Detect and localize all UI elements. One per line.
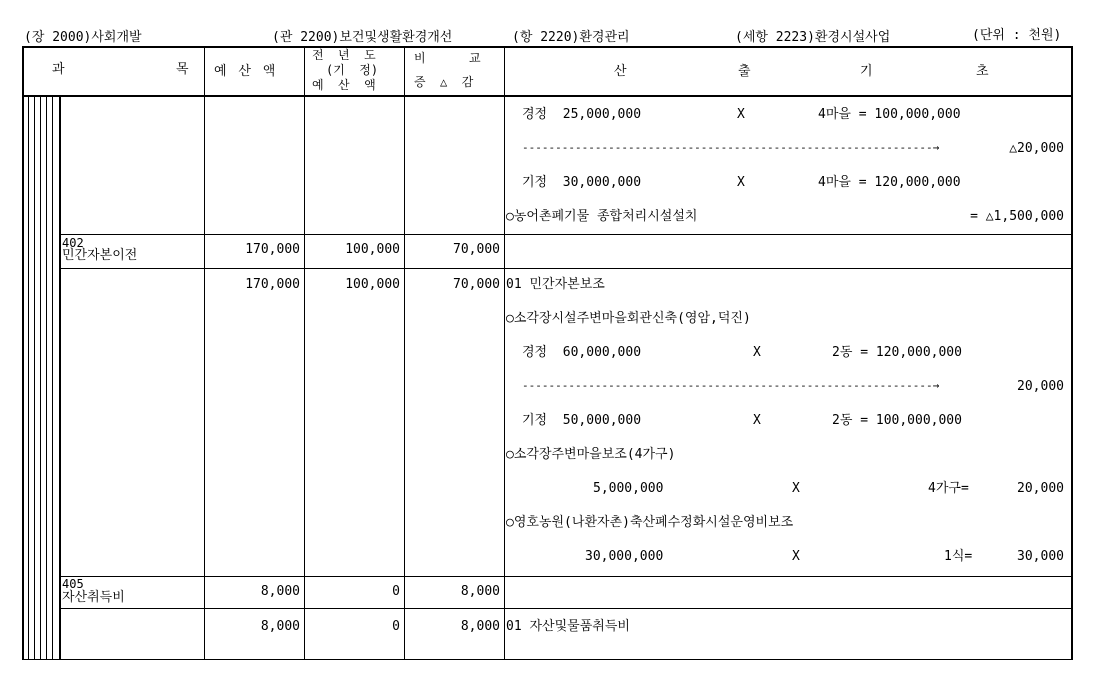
level-line-2 bbox=[34, 96, 35, 660]
col-sep-budget bbox=[204, 46, 205, 660]
heading-jang: (장 2000)사회개발 bbox=[24, 30, 142, 45]
row-405-detail-diff: 8,000 bbox=[460, 619, 500, 634]
table-left-border bbox=[22, 46, 24, 660]
wastewater-unit-cost: 30,000,000 bbox=[585, 549, 664, 564]
level-line-1 bbox=[28, 96, 29, 660]
heading-gwan: (관 2200)보건및생활환경개선 bbox=[272, 30, 453, 45]
row-402-budget: 170,000 bbox=[245, 242, 300, 257]
line-revised-x: X bbox=[737, 107, 745, 122]
line-existing: 기정 30,000,000 bbox=[522, 175, 642, 190]
line-revised-total: 4마을 = 100,000,000 bbox=[818, 107, 961, 122]
wastewater-x: X bbox=[792, 549, 800, 564]
hall-revised: 경정 60,000,000 bbox=[522, 345, 642, 360]
row-sep-405-top bbox=[60, 576, 1072, 577]
dash-leader: --------------------------------------------------------------→ bbox=[522, 141, 940, 154]
header-prev-2: (기 정) bbox=[326, 63, 379, 77]
header-cmp-2: 증 △ 감 bbox=[414, 75, 474, 89]
table-top-border bbox=[22, 46, 1073, 48]
header-cmp-1: 비 교 bbox=[414, 51, 481, 65]
line-existing-total: 4마을 = 120,000,000 bbox=[818, 175, 961, 190]
row-405-detail-budget: 8,000 bbox=[260, 619, 300, 634]
heading-sehang: (세항 2223)환경시설사업 bbox=[735, 30, 891, 45]
col-sep-basis bbox=[504, 46, 505, 660]
header-basis-2: 출 bbox=[738, 64, 751, 79]
row-402-detail-budget: 170,000 bbox=[245, 277, 300, 292]
row-sep-405-bottom bbox=[60, 608, 1072, 609]
line-existing-x: X bbox=[737, 175, 745, 190]
col-sep-diff bbox=[404, 46, 405, 660]
hall-diff-value: 20,000 bbox=[1017, 379, 1064, 394]
table-right-border bbox=[1071, 46, 1073, 660]
hall-existing: 기정 50,000,000 bbox=[522, 413, 642, 428]
wastewater-value: 30,000 bbox=[1017, 549, 1064, 564]
village-value: 20,000 bbox=[1017, 481, 1064, 496]
heading-unit: (단위 : 천원) bbox=[972, 28, 1062, 43]
level-line-3 bbox=[40, 96, 41, 660]
village-unit-cost: 5,000,000 bbox=[593, 481, 664, 496]
row-402-code: 402 bbox=[62, 236, 84, 250]
row-405-detail-prev: 0 bbox=[392, 619, 400, 634]
header-prev-1: 전 년 도 bbox=[312, 48, 376, 62]
header-mok: 목 bbox=[176, 62, 189, 77]
table-bottom-border bbox=[22, 659, 1073, 660]
item-waste-facility: ○농어촌폐기물 종합처리시설설치 bbox=[506, 209, 698, 224]
village-x: X bbox=[792, 481, 800, 496]
wastewater-qty: 1식= bbox=[944, 549, 973, 564]
level-line-4 bbox=[46, 96, 47, 660]
detail-title-private-subsidy: 01 민간자본보조 bbox=[506, 277, 605, 292]
header-prev-3: 예 산 액 bbox=[312, 78, 376, 92]
header-basis-3: 기 bbox=[860, 64, 873, 79]
hall-dash-leader: --------------------------------------------------------------→ bbox=[522, 379, 940, 392]
row-402-detail-diff: 70,000 bbox=[453, 277, 500, 292]
row-sep-402-bottom bbox=[60, 268, 1072, 269]
heading-hang: (항 2220)환경관리 bbox=[512, 30, 630, 45]
header-bottom-border bbox=[22, 95, 1073, 97]
row-sep-402-top bbox=[60, 234, 1072, 235]
header-gwa: 과 bbox=[52, 62, 65, 77]
header-basis-4: 초 bbox=[976, 64, 989, 79]
row-405-budget: 8,000 bbox=[260, 584, 300, 599]
row-402-detail-prev: 100,000 bbox=[345, 277, 400, 292]
row-405-name: 자산취득비 bbox=[62, 590, 125, 605]
detail-title-asset-purchase: 01 자산및물품취득비 bbox=[506, 619, 630, 634]
row-405-code: 405 bbox=[62, 577, 84, 591]
row-405-prev: 0 bbox=[392, 584, 400, 599]
col-sep-prev bbox=[304, 46, 305, 660]
row-402-diff: 70,000 bbox=[453, 242, 500, 257]
hall-existing-x: X bbox=[753, 413, 761, 428]
hall-existing-total: 2동 = 100,000,000 bbox=[832, 413, 962, 428]
row-405-diff: 8,000 bbox=[460, 584, 500, 599]
header-budget: 예 산 액 bbox=[214, 64, 278, 79]
level-line-5 bbox=[52, 96, 53, 660]
item-hall-construction: ○소각장시설주변마을회관신축(영암,덕진) bbox=[506, 311, 751, 326]
header-basis-1: 산 bbox=[614, 64, 627, 79]
item-waste-facility-value: = △1,500,000 bbox=[970, 209, 1064, 224]
item-village-subsidy: ○소각장주변마을보조(4가구) bbox=[506, 447, 676, 462]
hall-revised-x: X bbox=[753, 345, 761, 360]
hall-revised-total: 2동 = 120,000,000 bbox=[832, 345, 962, 360]
item-wastewater-facility: ○영호농원(나환자촌)축산폐수정화시설운영비보조 bbox=[506, 515, 794, 530]
line-diff-value: △20,000 bbox=[1009, 141, 1064, 156]
row-402-name: 민간자본이전 bbox=[62, 248, 138, 263]
village-qty: 4가구= bbox=[928, 481, 969, 496]
line-revised: 경정 25,000,000 bbox=[522, 107, 642, 122]
row-402-prev: 100,000 bbox=[345, 242, 400, 257]
